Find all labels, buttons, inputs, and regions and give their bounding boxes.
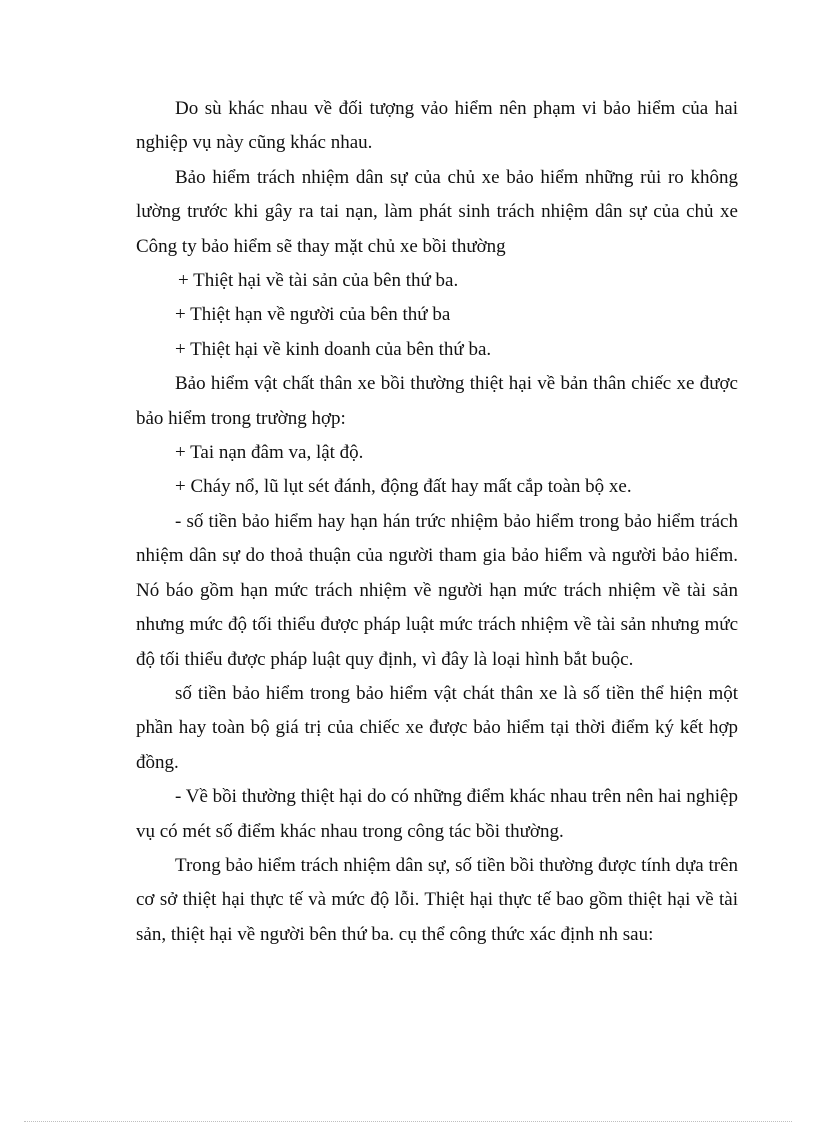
- page-bottom-divider: [24, 1121, 792, 1122]
- document-body: [136, 92, 738, 952]
- paragraph-vehicle-damage: Bảo hiểm vật chất thân xe bồi thường thiệt hại về bản thân chiếc xe được bảo hiểm trong trường hợp:: [136, 373, 738, 429]
- paragraph-compensation-formula: Trong bảo hiểm trách nhiệm dân sự, số tiền bồi thường được tính dựa trên cơ sở thiệt hại thực tế và mức độ lỗi. Thiệt hại thực tế bao gồm thiệt hại về tài sản, thiệt hại về người bên thứ ba. cụ thể công thức xác định nh sau:: [136, 854, 738, 945]
- paragraph-compensation: - Về bồi thường thiệt hại do có những điểm khác nhau trên nên hai nghiệp vụ có mét số điểm khác nhau trong công tác bồi thường.: [136, 786, 738, 842]
- paragraph-insured-amount-liability: - số tiền bảo hiểm hay hạn hán trức nhiệm bảo hiểm trong bảo hiểm trách nhiệm dân sự do thoả thuận của người tham gia bảo hiểm và người bảo hiểm. Nó báo gồm hạn mức trách nhiệm về người hạn mức trách nhiệm về tài sản nhưng mức độ tối thiểu được pháp luật mức trách nhiệm về tài sản nhưng mức độ tối thiểu được pháp luật quy định, vì đây là loại hình bắt buộc.: [136, 510, 738, 670]
- list-item-property-damage: + Thiệt hại về tài sản của bên thứ ba.: [178, 270, 459, 292]
- paragraph-civil-liability: Bảo hiểm trách nhiệm dân sự của chủ xe bảo hiểm những rủi ro không lường trước khi gây ra tai nạn, làm phát sinh trách nhiệm dân sự của chủ xe Công ty bảo hiểm sẽ thay mặt chủ xe bồi thường: [136, 166, 738, 257]
- paragraph-scope-intro: Do sù khác nhau về đối tượng vảo hiểm nên phạm vi bảo hiểm của hai nghiệp vụ này cũng khác nhau.: [136, 98, 738, 154]
- list-item-fire-flood-theft: + Cháy nổ, lũ lụt sét đánh, động đất hay mất cắp toàn bộ xe.: [175, 476, 632, 498]
- paragraph-insured-amount-vehicle: số tiền bảo hiểm trong bảo hiểm vật chát thân xe là số tiền thể hiện một phần hay toàn bộ giá trị của chiếc xe được bảo hiểm tại thời điểm ký kết hợp đồng.: [136, 682, 738, 773]
- list-item-collision: + Tai nạn đâm va, lật độ.: [175, 442, 364, 464]
- list-item-personal-damage: + Thiệt hạn về người của bên thứ ba: [175, 304, 451, 326]
- list-item-business-damage: + Thiệt hại về kinh doanh của bên thứ ba.: [175, 338, 492, 360]
